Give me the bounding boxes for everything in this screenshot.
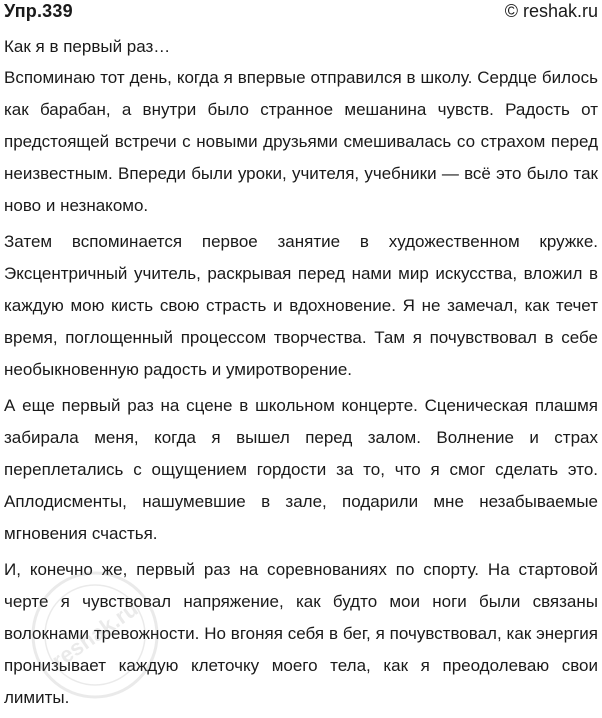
paragraph-3: А еще первый раз на сцене в школьном концерте. Сценическая плашмя забирала меня, когда я вышел перед залом. Волнение и страх переплетались с ощущением гордости за то, что я смог сделать это. Аплодисменты, нашумевшие в зале, подарили мне незабываемые мгновения счастья. (4, 396, 598, 543)
essay-body (4, 62, 598, 718)
site-brand: © reshak.ru (504, 1, 598, 21)
page-header (0, 0, 602, 26)
paragraph-2: Затем вспоминается первое занятие в художественном кружке. Эксцентричный учитель, раскрывая перед нами мир искусства, вложил в каждую мою кисть свою страсть и вдохновение. Я не замечал, как течет время, поглощенный процессом творчества. Там я почувствовал в себе необыкновенную радость и умиротворение. (4, 232, 598, 379)
exercise-title: Упр.339 (4, 1, 73, 21)
paragraph-1: Вспоминаю тот день, когда я впервые отправился в школу. Сердце билось как барабан, а внутри было странное мешанина чувств. Радость от предстоящей встречи с новыми друзьями смешивалась со страхом перед неизвестным. Впереди были уроки, учителя, учебники — всё это было так ново и незнакомо. (4, 68, 598, 215)
paragraph-4: И, конечно же, первый раз на соревнованиях по спорту. На стартовой черте я чувствовал напряжение, как будто мои ноги были связаны волокнами тревожности. Но вгоняя себя в бег, я почувствовал, как энергия пронизывает каждую клеточку моего тела, как я преодолеваю свои лимиты. (4, 560, 598, 707)
svg-text:reshak.ru: reshak.ru (46, 595, 143, 674)
essay-intro: Как я в первый раз… (4, 37, 171, 56)
